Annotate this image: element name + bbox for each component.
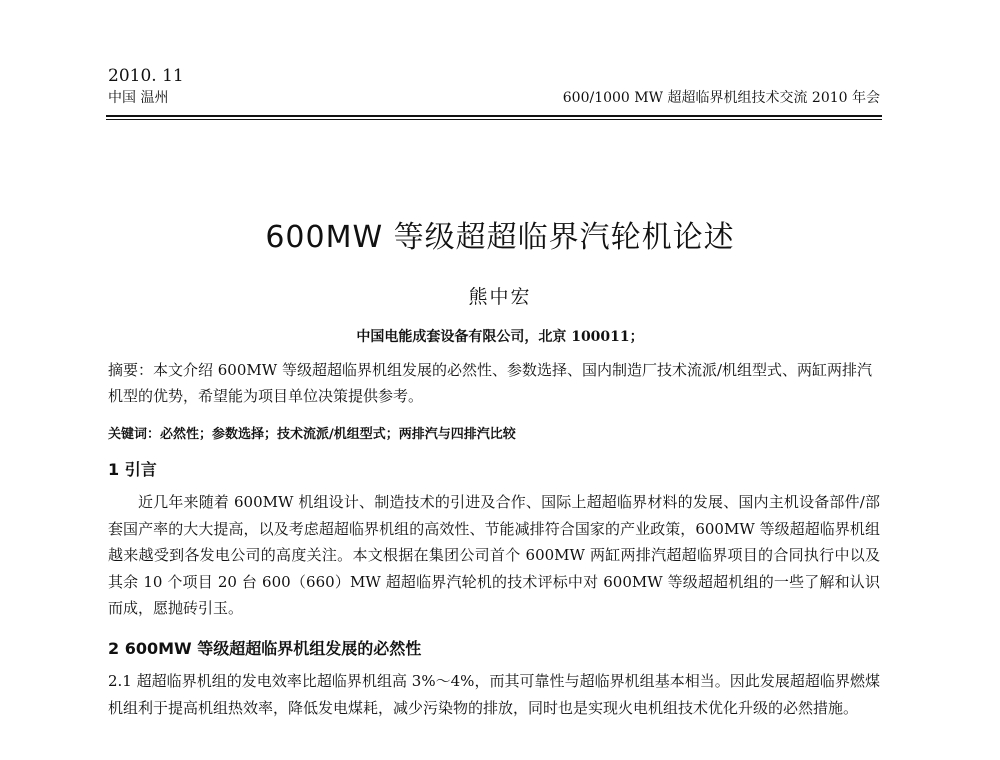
section-paragraph-intro: 近几年来随着 600MW 机组设计、制造技术的引进及合作、国际上超超临界材料的发展、国内主机设备部件/部套国产率的大大提高，以及考虑超超临界机组的高效性、节能减排符合国家的产业政策，600MW 等级超超临界机组越来越受到各发电公司的高度关注。本文根据在集团公司首个 600MW 两缸两排汽超超临界项目的合同执行中以及其余 10 个项目 20 台 600（660）MW 超超临界汽轮机的技术评标中对 600MW 等级超超机组的一些了解和认识而成，愿抛砖引玉。 [108,493,880,617]
header-rule-thin [106,119,882,120]
paper-affiliation: 中国电能成套设备有限公司，北京 100011； [356,329,644,345]
header-conference: 600/1000 MW 超超临界机组技术交流 2010 年会 [562,90,880,106]
section-paragraph-necessity: 2.1 超超临界机组的发电效率比超临界机组高 3%～4%，而其可靠性与超临界机组基本相当。因此发展超超临界燃煤机组利于提高机组热效率，降低发电煤耗，减少污染物的排放，同时也是实现火电机组技术优化升级的必然措施。 [108,672,880,717]
header-date: 2010. 11 [108,66,184,86]
header-row [108,88,880,108]
paper-author: 熊中宏 [468,286,532,308]
header-rule [106,115,882,117]
keywords: 关键词：必然性；参数选择；技术流派/机组型式；两排汽与四排汽比较 [108,427,516,442]
section-heading-necessity: 2 600MW 等级超超临界机组发展的必然性 [108,639,422,658]
section-heading-intro: 1 引言 [108,460,157,479]
paper-title: 600MW 等级超超临界汽轮机论述 [265,220,735,255]
header-location: 中国 温州 [108,90,169,106]
running-header [108,66,880,108]
abstract: 摘要：本文介绍 600MW 等级超超临界机组发展的必然性、参数选择、国内制造厂技术流派/机组型式、两缸两排汽机型的优势，希望能为项目单位决策提供参考。 [108,361,873,405]
